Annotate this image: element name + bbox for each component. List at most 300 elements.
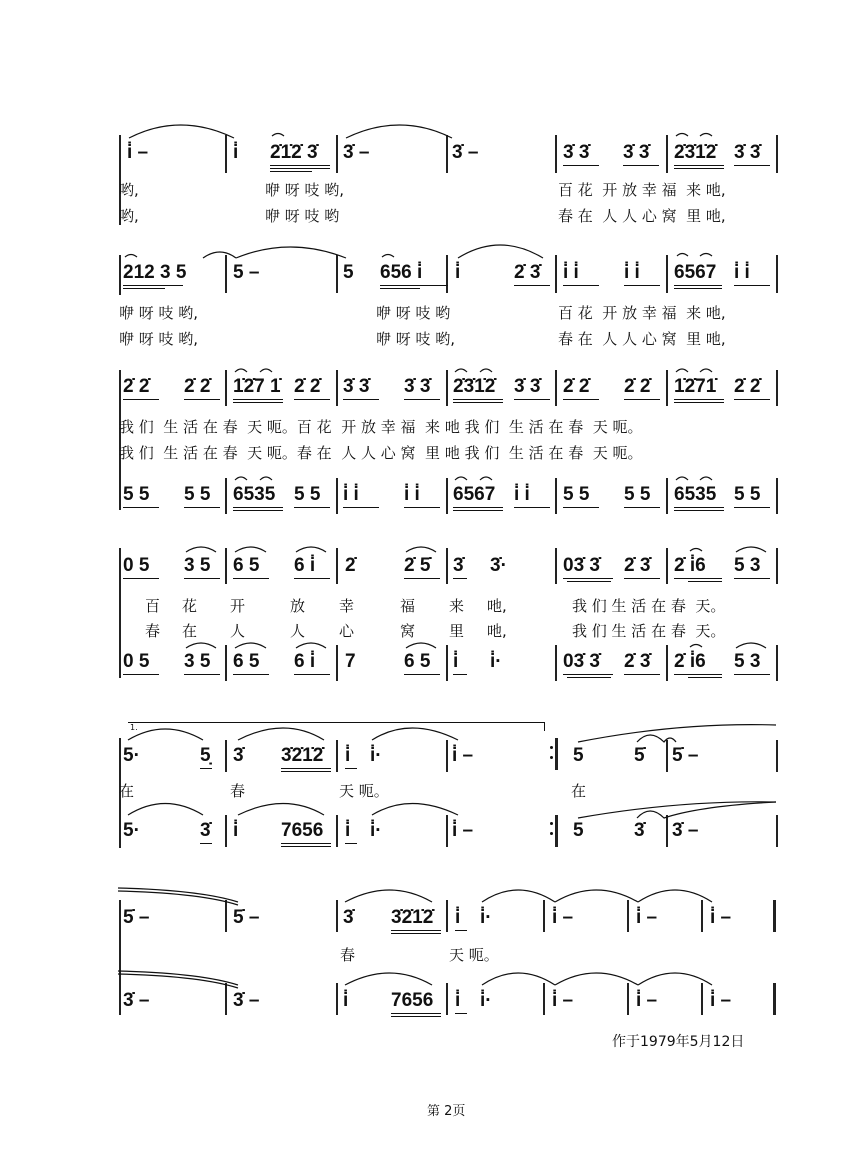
note-group: 6535 xyxy=(233,484,276,505)
note-group: i̇ – xyxy=(452,745,474,766)
lyric: 咿 呀 吱 哟, xyxy=(119,330,199,348)
note-group: 5̇ – xyxy=(233,907,260,928)
note-group: 7656 xyxy=(391,990,434,1011)
note-group: 5 5 xyxy=(123,484,150,505)
lyric: 花 xyxy=(182,597,198,615)
barline xyxy=(336,983,338,1015)
barline xyxy=(225,478,227,514)
note-group: 2̇ 2̇ xyxy=(563,376,590,397)
note-group: 5· xyxy=(123,745,140,766)
note-group: 2̇ 2̇ xyxy=(624,376,651,397)
barline xyxy=(627,983,629,1015)
underline xyxy=(270,165,330,166)
underline xyxy=(343,399,379,400)
barline xyxy=(701,983,703,1015)
underline xyxy=(563,674,613,675)
repeat-end-barline xyxy=(555,815,558,847)
underline xyxy=(391,1013,441,1014)
underline xyxy=(453,402,503,403)
note-group: i̇ – xyxy=(127,142,149,163)
lyric: 我 们 生 活 在 春 天 呃。百 花 开 放 幸 福 来 吔 我 们 生 活 在 春 天 呃。 xyxy=(119,418,643,436)
underline xyxy=(453,399,503,400)
lyric: 放 xyxy=(290,597,306,615)
note-group: i̇ xyxy=(343,990,349,1011)
note-group: 2̇ i̇6 xyxy=(674,555,706,576)
barline xyxy=(666,255,668,293)
barline xyxy=(336,135,338,173)
underline xyxy=(453,510,503,511)
lyric: 吔, xyxy=(487,597,507,615)
note-group: 1̇2̇7 1̇ xyxy=(233,376,281,397)
underline xyxy=(567,581,611,582)
underline xyxy=(233,402,283,403)
barline xyxy=(776,135,778,173)
underline xyxy=(123,507,159,508)
barline xyxy=(776,548,778,584)
note-group: 5· xyxy=(123,820,140,841)
barline xyxy=(225,548,227,584)
barline xyxy=(225,815,227,847)
barline xyxy=(776,478,778,514)
underline xyxy=(270,168,330,169)
note-group: 2̇ 2̇ xyxy=(184,376,211,397)
note-group: 2̇ 5̇ xyxy=(404,555,431,576)
underline xyxy=(563,285,599,286)
barline xyxy=(543,983,545,1015)
underline xyxy=(200,843,212,844)
lyric: 春 在 人 人 心 窝 里 吔, xyxy=(558,207,726,225)
note-group: 0 5 xyxy=(123,555,150,576)
underline xyxy=(404,674,440,675)
barline xyxy=(627,900,629,932)
underline xyxy=(514,399,550,400)
barline xyxy=(336,255,338,293)
underline xyxy=(123,399,159,400)
note-group: 7656 xyxy=(281,820,324,841)
note-group: 5 xyxy=(573,820,584,841)
note-group: 6 i̇ xyxy=(294,651,316,672)
note-group: 3̇ xyxy=(453,555,464,576)
underline xyxy=(345,843,357,844)
note-group: i̇ – xyxy=(552,907,574,928)
barline xyxy=(336,548,338,584)
barline xyxy=(225,370,227,406)
note-group: 3̇ – xyxy=(123,990,150,1011)
underline xyxy=(453,674,467,675)
note-group: 2̇3̇1̇2̇ xyxy=(674,142,717,163)
note-group: 2̇ 3̇ xyxy=(624,651,651,672)
underline xyxy=(734,165,770,166)
barline xyxy=(446,740,448,772)
note-group: 2̇ 2̇ xyxy=(294,376,321,397)
barline xyxy=(119,135,121,175)
underline xyxy=(624,507,660,508)
barline xyxy=(225,645,227,681)
underline xyxy=(623,165,659,166)
note-group: i̇· xyxy=(480,907,492,928)
barline xyxy=(446,135,448,173)
note-group: i̇· xyxy=(370,820,382,841)
composition-date: 作于1979年5月12日 xyxy=(612,1034,745,1050)
underline xyxy=(453,578,467,579)
note-group: i̇ i̇ xyxy=(514,484,530,505)
note-group: 3̇2̇1̇2̇ xyxy=(391,907,434,928)
note-group: 3̇ xyxy=(200,820,211,841)
underline xyxy=(123,285,183,286)
note-group: i̇ xyxy=(455,907,461,928)
note-group: 2̇ xyxy=(345,555,356,576)
repeat-dot xyxy=(550,756,553,759)
lyric: 春 在 人 人 心 窝 里 吔, xyxy=(558,330,726,348)
final-barline xyxy=(773,983,776,1015)
note-group: 656 i̇ xyxy=(380,262,423,283)
underline xyxy=(674,507,724,508)
note-group: 0 5 xyxy=(123,651,150,672)
underline xyxy=(233,674,269,675)
note-group: 5 3 xyxy=(734,555,761,576)
underline xyxy=(734,674,770,675)
note-group: i̇ i̇ xyxy=(343,484,359,505)
note-group: 5 3 xyxy=(734,651,761,672)
underline xyxy=(734,399,770,400)
note-group: 2̇ 2̇ xyxy=(123,376,150,397)
lyric: 窝 xyxy=(400,622,416,640)
underline xyxy=(200,768,212,769)
lyric: 百 花 开 放 幸 福 来 吔, xyxy=(558,181,726,199)
note-group: 5̣ xyxy=(200,745,211,766)
system-bracket-line xyxy=(119,900,121,1015)
underline xyxy=(563,578,613,579)
lyric: 春 xyxy=(230,782,246,800)
underline xyxy=(624,578,660,579)
note-group: 3̇ xyxy=(634,820,645,841)
barline xyxy=(555,548,557,584)
note-group: i̇ – xyxy=(710,990,732,1011)
lyric: 在 xyxy=(182,622,198,640)
underline xyxy=(281,843,331,844)
underline xyxy=(184,399,220,400)
barline xyxy=(225,900,227,932)
note-group: 3̇ – xyxy=(672,820,699,841)
note-group: 03̇ 3̇ xyxy=(563,651,600,672)
underline xyxy=(624,285,660,286)
note-group: 2̇ 3̇ xyxy=(624,555,651,576)
barline xyxy=(666,478,668,514)
note-group: 6 i̇ xyxy=(294,555,316,576)
note-group: i̇ i̇ xyxy=(404,484,420,505)
underline xyxy=(345,768,357,769)
barline xyxy=(555,135,557,173)
underline xyxy=(391,933,441,934)
note-group: 3̇ 3̇ xyxy=(404,376,431,397)
underline xyxy=(514,285,550,286)
note-group: 5 xyxy=(343,262,354,283)
lyric: 吔, xyxy=(487,622,507,640)
underline xyxy=(734,285,770,286)
note-group: 2̇3̇1̇2̇ xyxy=(453,376,496,397)
lyric: 春 xyxy=(340,946,356,964)
underline xyxy=(404,399,440,400)
underline xyxy=(404,507,440,508)
underline xyxy=(567,677,611,678)
barline xyxy=(776,740,778,772)
barline xyxy=(446,815,448,847)
note-group: 6 5 xyxy=(233,651,260,672)
barline xyxy=(555,645,557,681)
volta-bracket xyxy=(128,722,545,731)
barline xyxy=(666,135,668,173)
note-group: 2̇1̇2̇ 3̇ xyxy=(270,142,318,163)
final-barline xyxy=(773,900,776,932)
lyric: 人 xyxy=(230,622,246,640)
note-group: i̇ xyxy=(345,820,351,841)
note-group: 5 5 xyxy=(184,484,211,505)
system-bracket-line xyxy=(119,370,121,510)
note-group: 6 5 xyxy=(233,555,260,576)
underline xyxy=(734,507,770,508)
note-group: 3̇ 3̇ xyxy=(343,376,370,397)
lyric: 福 xyxy=(400,597,416,615)
barline xyxy=(446,900,448,932)
underline xyxy=(380,288,420,289)
underline xyxy=(294,578,330,579)
underline xyxy=(514,507,550,508)
note-group: 03̇ 3̇ xyxy=(563,555,600,576)
lyric: 天 呃。 xyxy=(339,782,389,800)
lyric: 开 xyxy=(230,597,246,615)
barline xyxy=(225,135,227,173)
system-bracket-line xyxy=(119,548,121,678)
barline xyxy=(555,255,557,293)
note-group: i̇· xyxy=(480,990,492,1011)
lyric: 咿 呀 吱 哟, xyxy=(376,330,456,348)
lyric: 百 xyxy=(145,597,161,615)
note-group: 5 5 xyxy=(563,484,590,505)
barline xyxy=(666,370,668,406)
lyric: 我 们 生 活 在 春 天。 xyxy=(572,597,726,615)
note-group: 5 xyxy=(573,745,584,766)
underline xyxy=(233,399,283,400)
note-group: 3̇ – xyxy=(233,990,260,1011)
lyric: 幸 xyxy=(339,597,355,615)
underline xyxy=(380,285,448,286)
barline xyxy=(446,478,448,514)
barline xyxy=(701,900,703,932)
note-group: 3̇ 3̇ xyxy=(623,142,650,163)
underline xyxy=(233,507,283,508)
note-group: i̇ – xyxy=(552,990,574,1011)
note-group: i̇ xyxy=(453,651,459,672)
lyric: 百 花 开 放 幸 福 来 吔, xyxy=(558,304,726,322)
underline xyxy=(734,578,770,579)
underline xyxy=(453,507,503,508)
underline xyxy=(674,399,724,400)
underline xyxy=(674,168,724,169)
note-group: 3̇ – xyxy=(343,142,370,163)
barline xyxy=(446,983,448,1015)
barline xyxy=(336,478,338,514)
underline xyxy=(281,846,331,847)
note-group: 6567 xyxy=(674,262,717,283)
repeat-end-barline xyxy=(555,738,558,770)
barline xyxy=(336,815,338,847)
note-group: 5̇ – xyxy=(672,745,699,766)
lyric: 来 xyxy=(449,597,465,615)
underline xyxy=(391,1016,441,1017)
barline xyxy=(119,255,121,295)
underline xyxy=(674,674,722,675)
barline xyxy=(555,478,557,514)
barline xyxy=(776,815,778,847)
note-group: 5 – xyxy=(233,262,260,283)
underline xyxy=(281,771,331,772)
underline xyxy=(184,507,220,508)
lyric: 我 们 生 活 在 春 天。 xyxy=(572,622,726,640)
lyric: 咿 呀 吱 哟, xyxy=(119,304,199,322)
underline xyxy=(624,399,660,400)
note-group: 3 5 xyxy=(184,651,211,672)
note-group: 6535 xyxy=(674,484,717,505)
underline xyxy=(674,402,724,403)
note-group: i̇ – xyxy=(636,990,658,1011)
note-group: 3̇ xyxy=(233,745,244,766)
note-group: 3̇ 3̇ xyxy=(514,376,541,397)
repeat-dot xyxy=(550,746,553,749)
note-group: i̇ – xyxy=(452,820,474,841)
barline xyxy=(446,548,448,584)
underline xyxy=(404,578,440,579)
note-group: i̇ xyxy=(233,820,239,841)
underline xyxy=(123,288,165,289)
lyric: 咿 呀 吱 哟 xyxy=(265,207,340,225)
barline xyxy=(666,740,668,772)
note-group: 212 3 5 xyxy=(123,262,187,283)
underline xyxy=(184,674,220,675)
underline xyxy=(294,399,330,400)
underline xyxy=(184,578,220,579)
underline xyxy=(688,677,722,678)
note-group: i̇ i̇ xyxy=(734,262,750,283)
underline xyxy=(233,510,283,511)
note-group: 5̇ xyxy=(634,745,645,766)
note-group: i̇· xyxy=(370,745,382,766)
note-group: 3̇ 3̇ xyxy=(563,142,590,163)
lyric: 咿 呀 吱 哟, xyxy=(265,181,345,199)
barline xyxy=(336,370,338,406)
underline xyxy=(294,674,330,675)
underline xyxy=(563,165,599,166)
note-group: 3̇2̇1̇2̇ xyxy=(281,745,324,766)
repeat-dot xyxy=(550,822,553,825)
note-group: i̇ – xyxy=(636,907,658,928)
note-group: i̇ i̇ xyxy=(563,262,579,283)
underline xyxy=(123,674,159,675)
lyric: 春 xyxy=(145,622,161,640)
lyric: 哟, xyxy=(119,181,139,199)
underline xyxy=(674,285,722,286)
barline xyxy=(776,370,778,406)
underline xyxy=(563,507,599,508)
barline xyxy=(336,900,338,932)
underline xyxy=(294,507,330,508)
barline xyxy=(666,815,668,847)
note-group: 6 5 xyxy=(404,651,431,672)
note-group: 2̇ 3̇ xyxy=(514,262,541,283)
page-number: 第 2页 xyxy=(427,1104,466,1119)
underline xyxy=(688,581,722,582)
lyric: 里 xyxy=(449,622,465,640)
barline xyxy=(776,255,778,293)
note-group: 6567 xyxy=(453,484,496,505)
note-group: 3̇ – xyxy=(452,142,479,163)
barline xyxy=(225,255,227,293)
underline xyxy=(624,674,660,675)
note-group: i̇ xyxy=(345,745,351,766)
lyric: 我 们 生 活 在 春 天 呃。春 在 人 人 心 窝 里 吔 我 们 生 活 在 春 天 呃。 xyxy=(119,444,643,462)
note-group: 7 xyxy=(345,651,356,672)
barline xyxy=(446,255,448,293)
barline xyxy=(446,370,448,406)
barline xyxy=(225,983,227,1015)
note-group: 3̇ xyxy=(343,907,354,928)
note-group: 5 5 xyxy=(734,484,761,505)
lyric: 在 xyxy=(571,782,587,800)
note-group: i̇ xyxy=(455,262,461,283)
underline xyxy=(674,288,722,289)
note-group: 3̇· xyxy=(490,555,507,576)
note-group: i̇· xyxy=(490,651,502,672)
underline xyxy=(455,1013,467,1014)
note-group: 2̇ i̇6 xyxy=(674,651,706,672)
note-group: 5 5 xyxy=(624,484,651,505)
barline xyxy=(446,645,448,681)
barline xyxy=(336,740,338,772)
underline xyxy=(233,578,269,579)
underline xyxy=(455,930,467,931)
barline xyxy=(666,645,668,681)
lyric: 心 xyxy=(339,622,355,640)
underline xyxy=(391,930,441,931)
underline xyxy=(674,510,724,511)
underline xyxy=(343,507,379,508)
barline xyxy=(543,900,545,932)
lyric: 在 xyxy=(119,782,135,800)
note-group: 3 5 xyxy=(184,555,211,576)
underline xyxy=(281,768,331,769)
barline xyxy=(336,645,338,681)
underline xyxy=(674,165,724,166)
note-group: 2̇ 2̇ xyxy=(734,376,761,397)
note-group: i̇ i̇ xyxy=(624,262,640,283)
underline xyxy=(674,578,722,579)
lyric: 人 xyxy=(290,622,306,640)
volta-label: 1. xyxy=(130,723,138,732)
note-group: i̇ xyxy=(233,142,239,163)
note-group: 5̇ – xyxy=(123,907,150,928)
barline xyxy=(776,645,778,681)
lyric: 咿 呀 吱 哟 xyxy=(376,304,451,322)
underline xyxy=(123,578,159,579)
barline xyxy=(666,548,668,584)
lyric: 哟, xyxy=(119,207,139,225)
barline xyxy=(225,740,227,772)
note-group: i̇ xyxy=(455,990,461,1011)
note-group: 1̇2̇71̇ xyxy=(674,376,717,397)
note-group: i̇ – xyxy=(710,907,732,928)
note-group: 5 5 xyxy=(294,484,321,505)
barline xyxy=(555,370,557,406)
underline xyxy=(270,171,312,172)
